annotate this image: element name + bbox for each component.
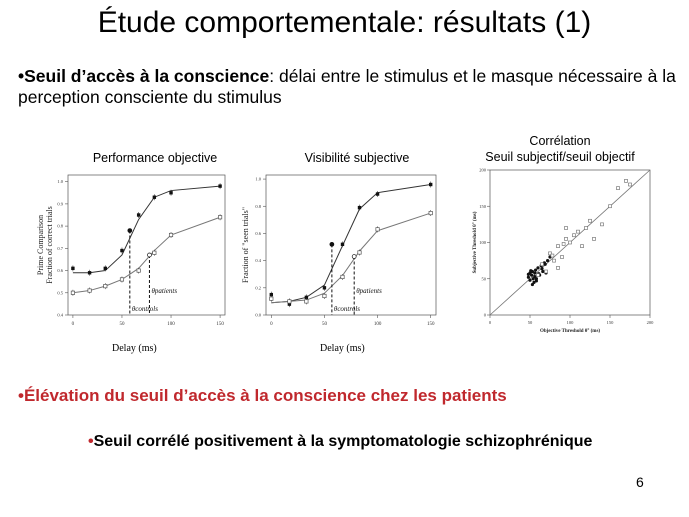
chart3-point-patients [541,263,544,266]
chart3-title [460,133,660,165]
sub-bullet-text: Seuil corrélé positivement à la symptomatologie schizophrénique [93,433,593,450]
chart3-xlabel: Objective Threshold θ° (ms) [539,329,601,334]
chart3-point-patients [625,179,628,182]
chart2-point-controls [341,243,344,246]
chart2-point-patients [305,300,308,303]
chart2-frame [266,175,436,315]
bullet-definition: : délai entre le stimulus et le masque nécessaire à la perception consciente du stimulus [18,66,676,107]
chart3-point-patients [557,245,560,248]
chart1-point-patients [71,291,74,294]
chart2-xlabel: Delay (ms) [320,343,365,354]
chart3-ytick-label: 200 [479,167,486,173]
chart1-point-controls [88,271,91,274]
chart1-xlabel: Delay (ms) [112,343,157,354]
chart2-threshold-marker [352,255,356,259]
chart1-point-patients [169,233,172,236]
chart1-ylabel-line1: Prime Comparison [36,214,45,276]
chart3-title-line1: Corrélation [529,134,591,148]
bullet-key-term: •Seuil d’accès à la conscience [18,66,270,86]
chart3-point-controls [536,266,539,269]
chart3-point-controls [529,269,532,272]
chart2-point-patients [429,211,432,214]
chart2-ytick-label: 0.2 [255,285,261,291]
chart3-point-patients [553,259,556,262]
chart1-point-patients [153,251,156,254]
chart1-point-controls [104,267,107,270]
chart3-point-controls [540,267,543,270]
chart3-point-patients [629,183,632,186]
chart2-fit-controls [271,185,430,303]
chart1-point-controls [71,267,74,270]
chart2-point-patients [323,294,326,297]
chart3-ytick-label: 50 [481,276,486,282]
chart2-point-patients [288,300,291,303]
chart3-point-controls [534,268,537,271]
chart1-title: Performance objective [92,151,218,165]
chart1-ytick-label: 0.6 [57,268,63,274]
chart1-threshold-label: θpatients [151,287,178,295]
chart3-point-patients [589,219,592,222]
chart3-point-controls [541,270,544,273]
chart3-xtick-label: 200 [646,320,654,325]
chart2-threshold-label: θcontrols [333,305,360,313]
chart1-ytick-label: 0.7 [57,245,63,251]
chart2-xtick-label: 150 [426,322,435,327]
chart3-point-controls [535,279,538,282]
chart1-ytick-label: 1.0 [57,179,63,185]
chart1-ytick-label: 0.4 [57,312,63,318]
chart2-title: Visibilité subjective [304,151,410,165]
chart1-point-patients [218,216,221,219]
chart3-point-patients [569,241,572,244]
chart1-fit-patients [73,217,220,293]
chart3-xtick-label: 50 [527,320,533,325]
chart-performance-objective [20,165,240,355]
chart3-point-controls [546,259,549,262]
chart1-xtick-label: 150 [216,322,224,327]
chart-correlation-scatter [470,165,665,345]
chart3-ytick-label: 100 [479,240,486,245]
chart2-ylabel: Fraction of "seen trials" [241,206,250,284]
chart3-ytick-label: 0 [483,312,486,318]
chart2-point-patients [376,228,379,231]
chart1-ylabel-line2: Fraction of correct trials [45,206,54,284]
chart2-point-patients [270,297,273,300]
chart3-point-patients [551,254,554,257]
chart3-point-controls [527,276,530,279]
chart1-point-controls [120,249,123,252]
chart1-point-patients [88,289,91,292]
chart1-point-patients [120,278,123,281]
chart2-ytick-label: 1.0 [255,176,261,182]
chart1-point-controls [169,191,172,194]
chart2-ytick-label: 0.6 [255,230,261,236]
chart1-xtick-label: 0 [71,322,75,327]
chart3-xtick-label: 0 [488,320,492,325]
chart1-frame [68,175,225,315]
sub-bullet-dot: • [88,433,94,450]
chart3-ylabel: Subjective Threshold θ° (ms) [473,211,478,274]
chart2-xtick-label: 0 [270,322,273,327]
chart3-point-patients [609,205,612,208]
chart2-point-controls [323,286,326,289]
chart1-ytick-label: 0.9 [57,201,63,207]
chart3-point-patients [562,242,565,245]
chart3-point-patients [617,187,620,190]
chart3-point-patients [565,227,568,230]
chart3-xtick-label: 100 [566,320,574,325]
chart2-threshold-label: θpatients [356,287,382,295]
chart1-ytick-label: 0.8 [57,223,63,229]
chart3-point-controls [528,279,531,282]
chart1-point-patients [104,284,107,287]
chart3-point-patients [561,256,564,259]
chart3-point-controls [527,273,530,276]
chart2-threshold-marker [330,242,334,246]
chart2-point-controls [429,183,432,186]
chart1-point-controls [137,213,140,216]
chart2-point-controls [358,206,361,209]
chart3-point-patients [557,266,560,269]
chart1-threshold-marker [128,229,132,233]
chart3-point-patients [577,230,580,233]
slide-title: Étude comportementale: résultats (1) [97,6,592,39]
chart1-xtick-label: 50 [119,322,125,327]
chart1-threshold-marker [147,253,151,257]
chart3-point-controls [544,263,547,266]
chart3-point-patients [585,227,588,230]
chart3-point-controls [533,271,536,274]
chart-visibilite-subjective [240,165,450,355]
chart3-title-line2: Seuil subjectif/seuil objectif [485,150,635,164]
chart3-point-controls [531,283,534,286]
chart3-point-patients [565,237,568,240]
bullet-threshold-definition [18,66,678,108]
chart1-point-controls [153,196,156,199]
chart3-point-patients [545,270,548,273]
chart3-xtick-label: 150 [606,320,614,325]
chart2-xtick-label: 100 [373,322,382,327]
chart2-point-patients [341,275,344,278]
chart2-point-controls [376,192,379,195]
chart3-point-controls [533,275,536,278]
chart3-point-patients [573,234,576,237]
chart2-point-patients [358,251,361,254]
page-number: 6 [636,474,644,490]
chart3-ytick-label: 150 [479,203,486,209]
chart3-point-patients [593,237,596,240]
chart1-ytick-label: 0.5 [57,290,63,296]
chart3-point-patients [601,223,604,226]
chart1-threshold-label: θcontrols [131,305,158,313]
chart2-xtick-label: 50 [321,322,327,327]
chart2-ytick-label: 0.0 [255,312,261,318]
chart1-point-patients [137,269,140,272]
bullet-correlation-symptoms [88,433,592,451]
chart2-ytick-label: 0.8 [255,203,261,209]
chart3-point-patients [537,274,540,277]
chart1-point-controls [218,184,221,187]
chart2-ytick-label: 0.4 [255,258,261,264]
chart3-point-patients [581,245,584,248]
chart1-xtick-label: 100 [167,322,175,327]
bullet-patients-elevation: •Élévation du seuil d’accès à la conscience chez les patients [18,386,507,405]
